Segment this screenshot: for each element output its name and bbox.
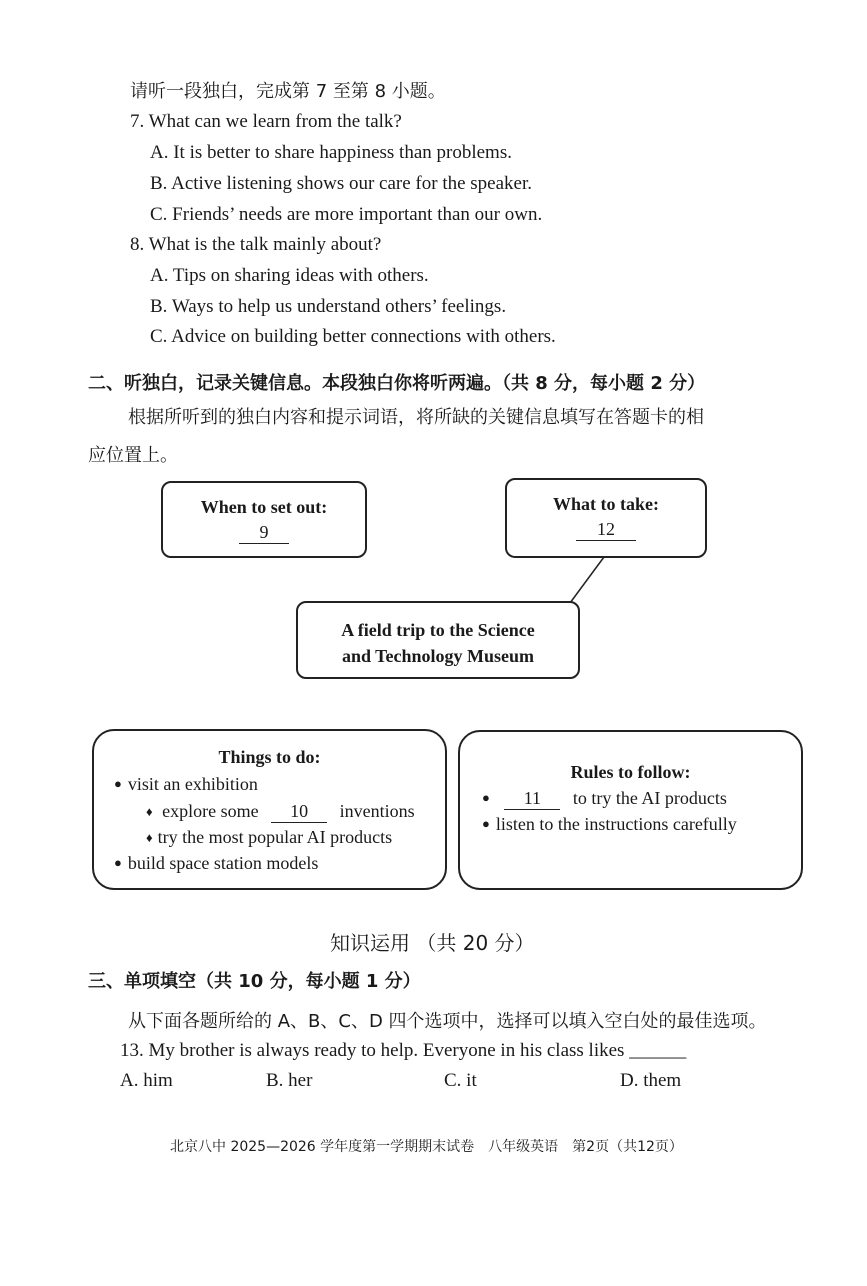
- section-2-instruction-line1: 根据所听到的独白内容和提示词语，将所缺的关键信息填写在答题卡的相: [128, 407, 704, 428]
- blank-11[interactable]: 11: [504, 789, 560, 810]
- question-7-stem: 7. What can we learn from the talk?: [130, 111, 402, 132]
- rules-to-follow-box: [458, 730, 803, 890]
- question-8-option-b[interactable]: B. Ways to help us understand others’ feelings.: [150, 296, 507, 317]
- rules-item-2: ● listen to the instructions carefully: [482, 814, 737, 835]
- page-footer: 北京八中 2025—2026 学年度第一学期期末试卷 八年级英语 第2页（共12页）: [170, 1139, 683, 1155]
- section-3-heading: 三、单项填空（共 10 分，每小题 1 分）: [88, 971, 421, 992]
- question-8-option-c[interactable]: C. Advice on building better connections with others.: [150, 326, 556, 347]
- center-line-2: and Technology Museum: [341, 646, 535, 666]
- section-3-instruction: 从下面各题所给的 A、B、C、D 四个选项中，选择可以填入空白处的最佳选项。: [128, 1011, 767, 1032]
- things-to-do-box: [92, 729, 447, 890]
- blank-12[interactable]: 12: [576, 520, 636, 541]
- things-item-visit: ● visit an exhibition: [114, 774, 258, 795]
- field-trip-center-box: [296, 601, 580, 679]
- question-7-option-c[interactable]: C. Friends’ needs are more important than our own.: [150, 204, 543, 225]
- things-item-build: ● build space station models: [114, 853, 318, 874]
- rules-to-follow-title: Rules to follow:: [570, 762, 691, 782]
- section-2-instruction-line2: 应位置上。: [88, 445, 178, 466]
- center-line-1: A field trip to the Science: [341, 620, 535, 640]
- question-13-option-a[interactable]: A. him: [120, 1070, 173, 1091]
- question-8-stem: 8. What is the talk mainly about?: [130, 234, 382, 255]
- things-to-do-title: Things to do:: [218, 747, 321, 767]
- listening-intro: 请听一段独白，完成第 7 至第 8 小题。: [130, 81, 446, 102]
- section-2-heading: 二、听独白，记录关键信息。本段独白你将听两遍。（共 8 分，每小题 2 分）: [88, 373, 706, 394]
- question-13-option-b[interactable]: B. her: [266, 1070, 313, 1091]
- question-13-option-d[interactable]: D. them: [620, 1070, 682, 1091]
- things-subitem-explore: [146, 801, 415, 823]
- when-to-set-out-box: [161, 481, 367, 558]
- explore-suffix: inventions: [339, 801, 415, 821]
- rules-item-1-text: to try the AI products: [572, 788, 727, 808]
- blank-9[interactable]: 9: [239, 523, 289, 544]
- what-to-take-title: What to take:: [553, 494, 659, 514]
- explore-prefix: explore some: [162, 801, 259, 821]
- what-to-take-box: [505, 478, 707, 558]
- blank-10[interactable]: 10: [271, 802, 327, 823]
- part-2-title: 知识运用 （共 20 分）: [330, 931, 535, 955]
- rules-item-1: [482, 788, 727, 810]
- when-to-set-out-title: When to set out:: [200, 497, 328, 517]
- question-7-option-a[interactable]: A. It is better to share happiness than problems.: [150, 142, 512, 163]
- question-13-option-c[interactable]: C. it: [444, 1070, 477, 1091]
- question-13-stem: 13. My brother is always ready to help. Everyone in his class likes ______: [120, 1040, 687, 1061]
- question-8-option-a[interactable]: A. Tips on sharing ideas with others.: [150, 265, 429, 286]
- things-subitem-try: ♦ try the most popular AI products: [146, 827, 392, 848]
- question-7-option-b[interactable]: B. Active listening shows our care for the speaker.: [150, 173, 533, 194]
